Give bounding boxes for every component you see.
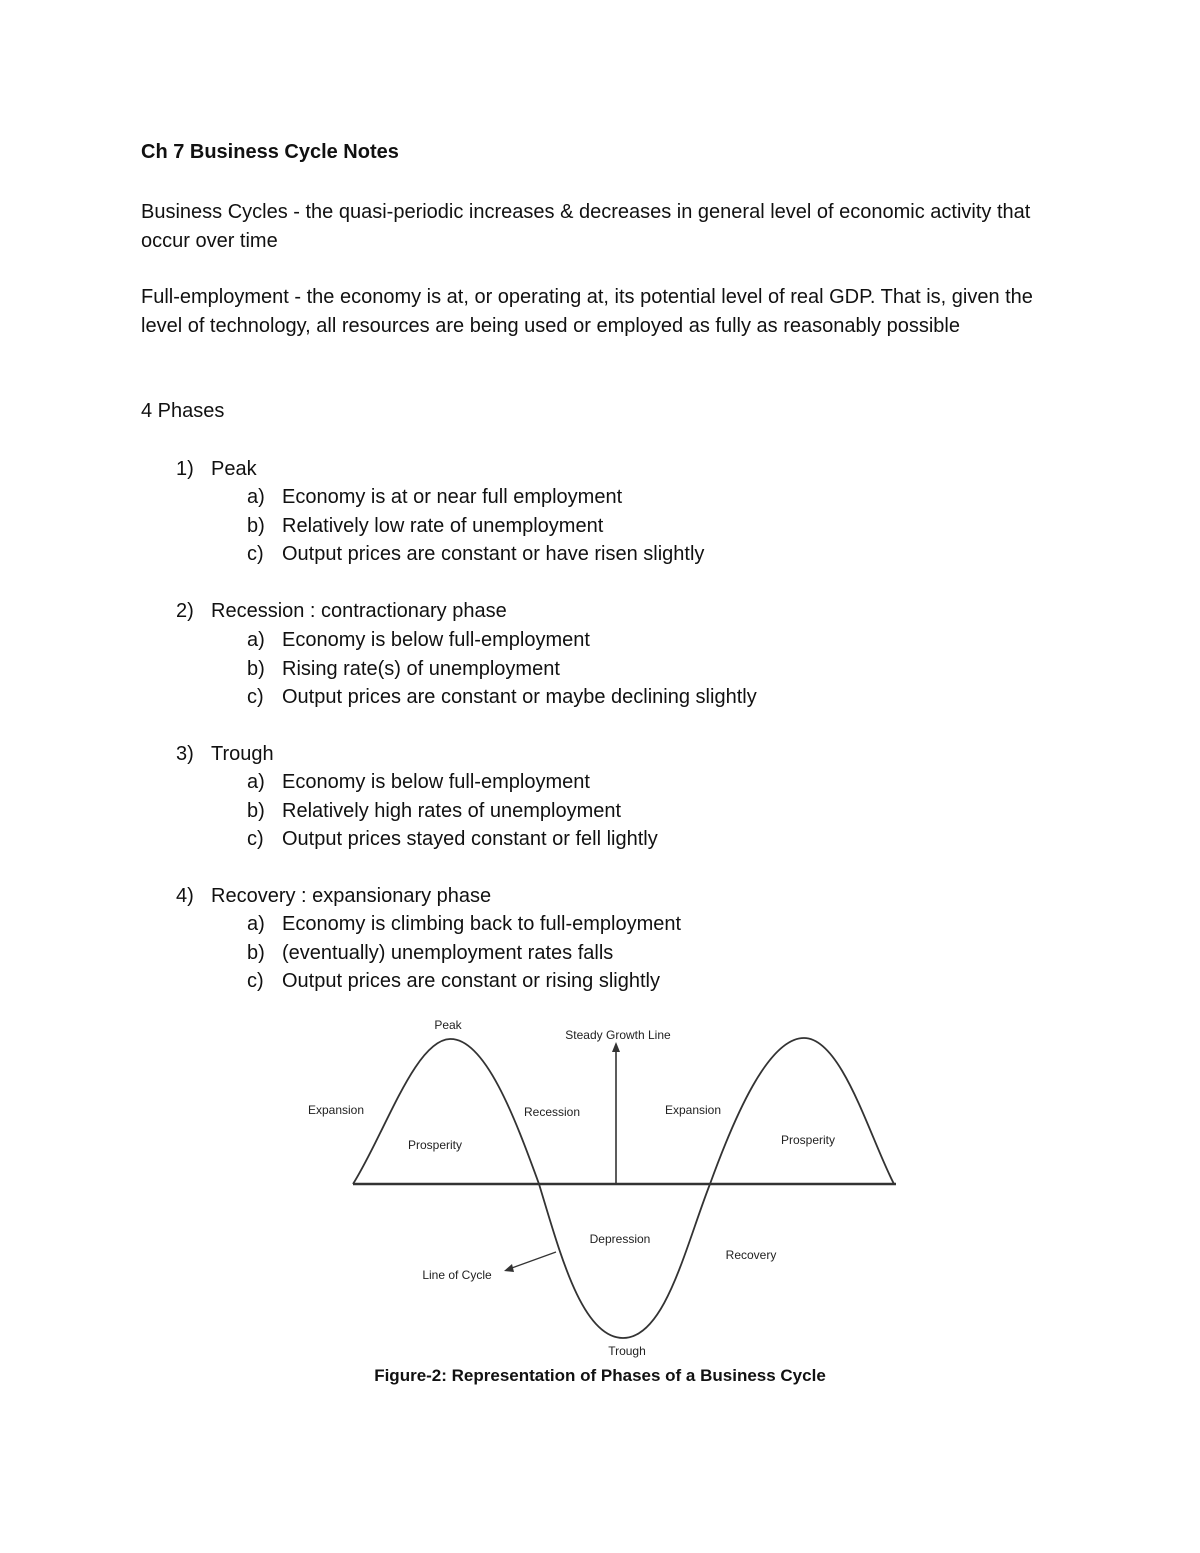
list-marker: c) xyxy=(247,828,264,850)
list-item xyxy=(247,540,704,569)
list-item xyxy=(247,797,658,826)
label-depression: Depression xyxy=(589,1232,651,1246)
phase-recovery xyxy=(176,882,491,911)
list-marker: c) xyxy=(247,543,264,565)
list-item xyxy=(247,825,658,854)
full-employment-definition: Full-employment - the economy is at, or operating at, its potential level of real GDP. That is, given the level of technology, all resources are being used or employed as fully as reasonably possible xyxy=(141,286,1033,337)
list-marker: 1) xyxy=(176,458,194,480)
phase-recovery-items xyxy=(247,910,681,996)
list-item-text: Economy is at or near full employment xyxy=(282,486,623,508)
phase-recession-items xyxy=(247,626,757,712)
list-marker: a) xyxy=(247,486,265,508)
list-marker: a) xyxy=(247,629,265,651)
list-item xyxy=(247,939,681,968)
phase-label: Recession : contractionary phase xyxy=(211,600,507,622)
label-expansion-right: Expansion xyxy=(664,1103,722,1117)
label-expansion-left: Expansion xyxy=(307,1103,365,1117)
label-prosperity-right: Prosperity xyxy=(780,1133,836,1147)
phase-label: Recovery : expansionary phase xyxy=(211,885,492,907)
line-of-cycle-pointer xyxy=(509,1252,556,1269)
list-item-text: (eventually) unemployment rates falls xyxy=(282,941,614,964)
list-item xyxy=(247,626,757,655)
list-item-text: Relatively high rates of unemployment xyxy=(282,799,622,822)
phase-label: Trough xyxy=(211,743,274,765)
list-marker: b) xyxy=(247,941,265,964)
phase-label: Peak xyxy=(211,458,257,480)
list-item xyxy=(247,768,658,797)
list-marker: 3) xyxy=(176,743,194,765)
phase-peak-items xyxy=(247,483,704,569)
label-prosperity-left: Prosperity xyxy=(407,1138,463,1152)
line-of-cycle-arrowhead xyxy=(504,1264,514,1272)
label-line-of-cycle: Line of Cycle xyxy=(422,1268,492,1282)
list-item-text: Output prices are constant or maybe declining slightly xyxy=(282,686,757,708)
list-item xyxy=(247,512,704,541)
label-peak: Peak xyxy=(434,1018,462,1032)
phase-trough xyxy=(176,740,274,769)
document-title: Ch 7 Business Cycle Notes xyxy=(141,141,399,163)
list-item-text: Output prices are constant or have risen slightly xyxy=(282,543,705,565)
list-item-text: Relatively low rate of unemployment xyxy=(282,514,604,537)
list-item xyxy=(247,910,681,939)
label-recovery: Recovery xyxy=(725,1248,777,1262)
label-recession: Recession xyxy=(523,1105,581,1119)
steady-growth-arrowhead xyxy=(612,1042,620,1052)
phases-heading: 4 Phases xyxy=(141,400,225,422)
list-item xyxy=(247,967,681,996)
business-cycle-figure xyxy=(290,1008,910,1408)
phase-recession xyxy=(176,597,507,626)
list-marker: c) xyxy=(247,686,264,708)
list-item xyxy=(247,683,757,712)
label-steady-growth-line: Steady Growth Line xyxy=(565,1028,671,1042)
list-item xyxy=(247,483,704,512)
phase-peak xyxy=(176,455,257,484)
list-marker: a) xyxy=(247,913,265,935)
phase-trough-items xyxy=(247,768,658,854)
list-item-text: Economy is below full-employment xyxy=(282,629,590,651)
list-item xyxy=(247,655,757,684)
list-marker: 4) xyxy=(176,885,194,907)
list-item-text: Output prices stayed constant or fell lightly xyxy=(282,828,658,850)
list-marker: b) xyxy=(247,657,265,680)
list-item-text: Rising rate(s) of unemployment xyxy=(282,657,560,680)
figure-caption: Figure-2: Representation of Phases of a Business Cycle xyxy=(374,1366,826,1385)
business-cycles-definition: Business Cycles - the quasi-periodic increases & decreases in general level of economic activity that occur over time xyxy=(141,201,1031,252)
list-marker: b) xyxy=(247,799,265,822)
list-item-text: Output prices are constant or rising slightly xyxy=(282,970,660,992)
label-trough: Trough xyxy=(608,1344,646,1358)
list-marker: b) xyxy=(247,514,265,537)
list-item-text: Economy is below full-employment xyxy=(282,771,590,793)
list-marker: 2) xyxy=(176,600,194,622)
list-marker: c) xyxy=(247,970,264,992)
list-item-text: Economy is climbing back to full-employment xyxy=(282,913,682,935)
list-marker: a) xyxy=(247,771,265,793)
business-cycle-diagram xyxy=(290,1008,910,1408)
cycle-curve xyxy=(353,1038,894,1338)
